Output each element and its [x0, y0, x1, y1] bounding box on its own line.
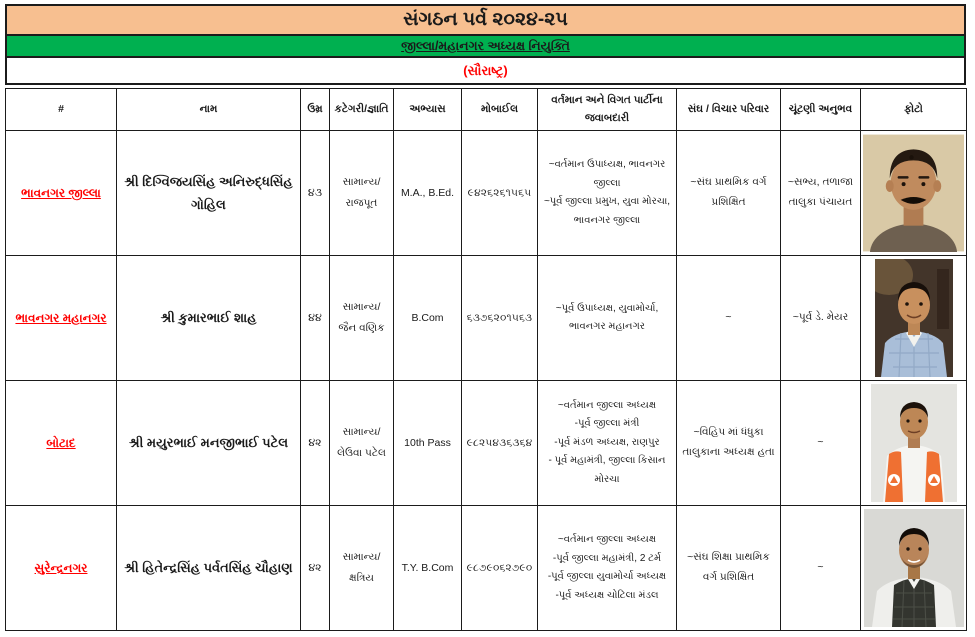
responsibility-line: ~વર્તમાન ઉપાધ્યક્ષ, ભાવનગર જીલ્લા	[548, 159, 666, 189]
col-header-number: #	[6, 89, 117, 131]
cell-election-experience: ~	[781, 506, 861, 631]
cell-education: M.A., B.Ed.	[394, 131, 462, 256]
photo-portrait-1	[863, 134, 964, 252]
cell-sangh: ~સંઘ પ્રાથમિક વર્ગ પ્રશિક્ષિત	[677, 131, 781, 256]
photo-portrait-2	[875, 259, 953, 377]
cell-responsibilities	[538, 256, 677, 381]
responsibility-line: - પૂર્વ મહામંત્રી, જીલ્લા કિસાન મોરચા	[548, 455, 666, 485]
col-header-responsibilities: વર્તમાન અને વિગત પાર્ટીના જવાબદારી	[538, 89, 677, 131]
photo-portrait-3	[871, 384, 957, 502]
responsibility-line: ~વર્તમાન જીલ્લા અધ્યક્ષ	[557, 534, 657, 545]
col-header-photo: ફોટો	[861, 89, 967, 131]
cell-responsibilities	[538, 131, 677, 256]
cell-name: શ્રી મયુરભાઈ મનજીભાઈ પટેલ	[117, 381, 301, 506]
document-title: સંગઠન પર્વ ૨૦૨૪-૨૫	[5, 4, 966, 36]
responsibility-line: -પૂર્વ અધ્યક્ષ ચોટિલા મંડલ	[555, 589, 659, 601]
responsibility-line: -પૂર્વ મંડળ અધ્યક્ષ, રાણપુર	[554, 436, 660, 448]
cell-district: સુરેન્દ્રનગર	[6, 506, 117, 631]
appointment-sheet	[5, 4, 966, 631]
table-row	[6, 381, 967, 506]
cell-mobile: ૬૩૭૬૨૦૧૫૬૩	[462, 256, 538, 381]
cell-category: સામાન્ય/ ક્ષત્રિય	[330, 506, 394, 631]
cell-sangh: ~	[677, 256, 781, 381]
cell-age: ૪૨	[301, 506, 330, 631]
cell-education: B.Com	[394, 256, 462, 381]
cell-category: સામાન્ય/ રાજપૂત	[330, 131, 394, 256]
col-header-election-experience: ચૂંટણી અનુભવ	[781, 89, 861, 131]
cell-election-experience: ~સભ્ય, તળાજા તાલુકા પંચાયત	[781, 131, 861, 256]
col-header-mobile: મોબાઈલ	[462, 89, 538, 131]
cell-sangh: ~વિહિપ માં ધંધુકા તાલુકાના અધ્યક્ષ હતા	[677, 381, 781, 506]
section-subtitle: જીલ્લા/મહાનગર અધ્યક્ષ નિયુક્તિ	[5, 36, 966, 58]
cell-mobile: ૯૮૨૫૪૩૬૩૬૪	[462, 381, 538, 506]
col-header-name: નામ	[117, 89, 301, 131]
responsibility-line: ~પૂર્વ જીલ્લા પ્રમુખ, યુવા મોરચા, ભાવનગર જીલ્લા	[543, 196, 671, 226]
cell-category: સામાન્ય/ જૈન વણિક	[330, 256, 394, 381]
roster-table	[5, 88, 967, 631]
cell-name: શ્રી હિતેન્દ્રસિંહ પર્વતસિંહ ચૌહાણ	[117, 506, 301, 631]
cell-election-experience: ~પૂર્વ ડે. મેયર	[781, 256, 861, 381]
cell-responsibilities	[538, 506, 677, 631]
region-label: (સૌરાષ્ટ્ર)	[5, 58, 966, 85]
cell-election-experience: ~	[781, 381, 861, 506]
cell-education: T.Y. B.Com	[394, 506, 462, 631]
cell-district: ભાવનગર જીલ્લા	[6, 131, 117, 256]
responsibility-line: ~વર્તમાન જીલ્લા અધ્યક્ષ	[557, 399, 657, 411]
cell-responsibilities	[538, 381, 677, 506]
cell-mobile: ૯૮૭૯૦૬૨૭૯૦	[462, 506, 538, 631]
cell-photo	[861, 506, 967, 631]
cell-education: 10th Pass	[394, 381, 462, 506]
photo-portrait-4	[864, 509, 964, 627]
cell-photo	[861, 256, 967, 381]
cell-category: સામાન્ય/ લેઉવા પટેલ	[330, 381, 394, 506]
responsibility-line: -પૂર્વ જીલ્લા મંત્રી	[574, 418, 640, 430]
table-row	[6, 256, 967, 381]
header-row	[6, 89, 967, 131]
table-row	[6, 131, 967, 256]
cell-district: બોટાદ	[6, 381, 117, 506]
cell-district: ભાવનગર મહાનગર	[6, 256, 117, 381]
cell-name: શ્રી કુમારભાઈ શાહ	[117, 256, 301, 381]
cell-age: ૪૩	[301, 131, 330, 256]
responsibility-line: -પૂર્વ જીલ્લા યુવામોર્ચા અધ્યક્ષ	[547, 571, 667, 582]
cell-mobile: ૯૪૨૬૨૬૧૫૬૫	[462, 131, 538, 256]
responsibility-line: ~પૂર્વ ઉપાધ્યક્ષ, યુવામોર્ચા, ભાવનગર મહાનગર	[555, 302, 659, 332]
col-header-education: અભ્યાસ	[394, 89, 462, 131]
cell-name: શ્રી દિગ્વિજયસિંહ અનિરુદ્ધસિંહ ગોહિલ	[117, 131, 301, 256]
cell-photo	[861, 381, 967, 506]
table-row	[6, 506, 967, 631]
cell-sangh: ~સંઘ શિક્ષા પ્રાથમિક વર્ગ પ્રશિક્ષિત	[677, 506, 781, 631]
col-header-category: કટેગરી/જ્ઞાતિ	[330, 89, 394, 131]
cell-age: ૪૪	[301, 256, 330, 381]
col-header-sangh: સંઘ / વિચાર પરિવાર	[677, 89, 781, 131]
cell-photo	[861, 131, 967, 256]
responsibility-line: -પૂર્વ જીલ્લા મહામંત્રી, 2 ટર્મ	[552, 552, 662, 564]
cell-age: ૪૨	[301, 381, 330, 506]
col-header-age: ઉમ્ર	[301, 89, 330, 131]
